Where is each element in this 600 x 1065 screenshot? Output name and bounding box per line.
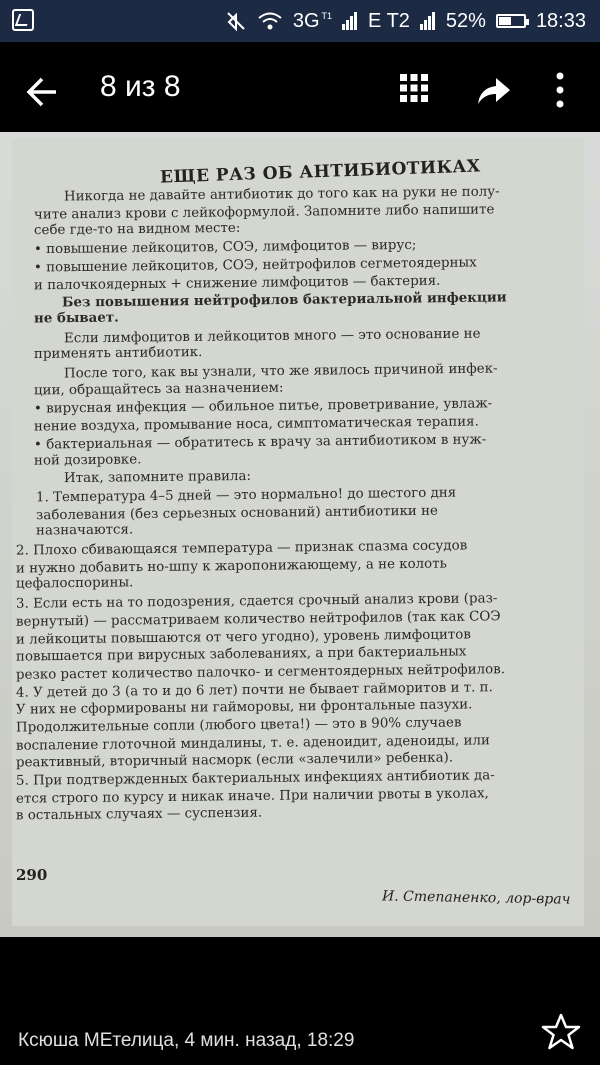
signal-icon (342, 12, 358, 30)
page-text-line: 4. У детей до 3 (а то и до 6 лет) почти не бывает гайморитов и т. п. (15, 679, 493, 701)
page-text-line: не бывает. (33, 309, 119, 327)
viewer-toolbar (0, 42, 600, 142)
page-text-line: ной дозировке. (33, 451, 142, 469)
wifi-icon (257, 10, 283, 32)
sim2-label: E T2 (368, 9, 410, 32)
page-text-line: 5. При подтвержденных бактериальных инфекциях антибиотик да- (15, 768, 495, 789)
photo-viewer[interactable] (0, 132, 600, 937)
back-arrow-icon[interactable] (22, 72, 62, 112)
more-vert-icon[interactable] (552, 70, 568, 110)
status-icons (225, 0, 586, 42)
page-text-line: нение воздуха, промывание носа, симптоматическая терапия. (33, 414, 479, 435)
page-text-line: • повышение лейкоцитов, СОЭ, лимфоцитов — вирус; (33, 237, 417, 258)
page-text-line: вернутый) — рассматриваем количество нейтрофилов (так как СОЭ (15, 609, 501, 630)
photo-caption: Ксюша МЕтелица, 4 мин. назад, 18:29 (18, 1030, 355, 1051)
page-text-line: • повышение лейкоцитов, СОЭ, нейтрофилов сегметоядерных (33, 255, 477, 276)
page-text-line: После того, как вы узнали, что же явилось причиной инфек- (63, 361, 498, 382)
network-type-label: 3G (292, 9, 320, 32)
page-title: ЕЩЕ РАЗ ОБ АНТИБИОТИКАХ (159, 156, 481, 188)
page-text-line: и нужно добавить но-шпу к жаропонижающему, а не колоть (15, 556, 447, 577)
page-text-line: 2. Плохо сбивающаяся температура — признак спазма сосудов (15, 538, 468, 559)
book-page (12, 138, 584, 926)
page-text-line: Никогда не давайте антибиотик до того как на руки не полу- (63, 184, 500, 205)
mute-icon (225, 10, 247, 32)
share-icon[interactable] (476, 72, 512, 108)
page-text-line: заболевания (без серьезных оснований) антибиотики не (35, 503, 439, 523)
page-text-line: • бактериальная — обратитесь к врачу за антибиотиком в нуж- (33, 432, 487, 453)
battery-fill (499, 17, 511, 25)
page-text-line: реактивный, вторичный насморк (если «залечили» ребенка). (15, 750, 454, 771)
page-text-line: 3. Если есть на то подозрения, сдается срочный анализ крови (раз- (15, 591, 498, 612)
page-text-line: воспаление глоточной миндалины, т. е. аденоидит, аденоиды, или (15, 732, 490, 754)
author-signature: И. Степаненко, лор-врач (381, 888, 571, 908)
page-number: 290 (16, 866, 48, 884)
sim1-label: T1 (321, 11, 333, 21)
page-text-line: Продолжительные сопли (любого цвета!) — это в 90% случаев (15, 715, 462, 736)
page-text-line: Итак, запомните правила: (63, 469, 252, 487)
battery-percent: 52% (445, 9, 486, 32)
status-bar (0, 0, 600, 42)
page-text-line: ется строго по курсу и никак иначе. При наличии рвоты в уколах, (15, 786, 489, 807)
page-text-line: У них не сформированы ни гайморовы, ни фронтальные пазухи. (15, 697, 473, 718)
page-text-line: резко растет количество палочко- и сегментоядерных нейтрофилов. (15, 662, 506, 683)
page-text-line: и палочкоядерных + снижение лимфоцитов — бактерия. (33, 273, 441, 293)
page-text-line: цефалоспорины. (15, 575, 134, 593)
page-text-line: 1. Температура 4–5 дней — это нормально! до шестого дня (35, 485, 457, 506)
page-text-line: • вирусная инфекция — обильное питье, проветривание, увлаж- (33, 396, 493, 418)
battery-icon (496, 14, 526, 28)
page-text-line: себе где-то на видном месте: (33, 221, 241, 239)
page-text-line: Если лимфоцитов и лейкоцитов много — это основание не (63, 326, 481, 346)
gallery-icon (12, 9, 34, 31)
photo-info-bar (0, 1000, 600, 1065)
clock: 18:33 (535, 9, 586, 32)
signal-2-icon (420, 12, 436, 30)
star-outline-icon[interactable] (541, 1012, 581, 1052)
page-text (12, 186, 584, 886)
page-text-line: повышается при вирусных заболеваниях, а при бактериальных (15, 644, 467, 665)
page-text-line: Без повышения нейтрофилов бактериальной инфекции (61, 289, 507, 311)
page-text-line: применять антибиотик. (33, 345, 203, 363)
grid-icon[interactable] (398, 72, 430, 104)
page-text-line: в остальных случаях — суспензия. (15, 805, 263, 823)
page-text-line: ции, обращайтесь за назначением: (33, 380, 284, 399)
page-text-line: назначаются. (35, 522, 134, 539)
image-counter: 8 из 8 (100, 70, 181, 103)
page-text-line: чите анализ крови с лейкоформулой. Запомните либо напишите (33, 202, 495, 223)
page-text-line: и лейкоциты повышаются от чего угодно), уровень лимфоцитов (15, 626, 471, 648)
